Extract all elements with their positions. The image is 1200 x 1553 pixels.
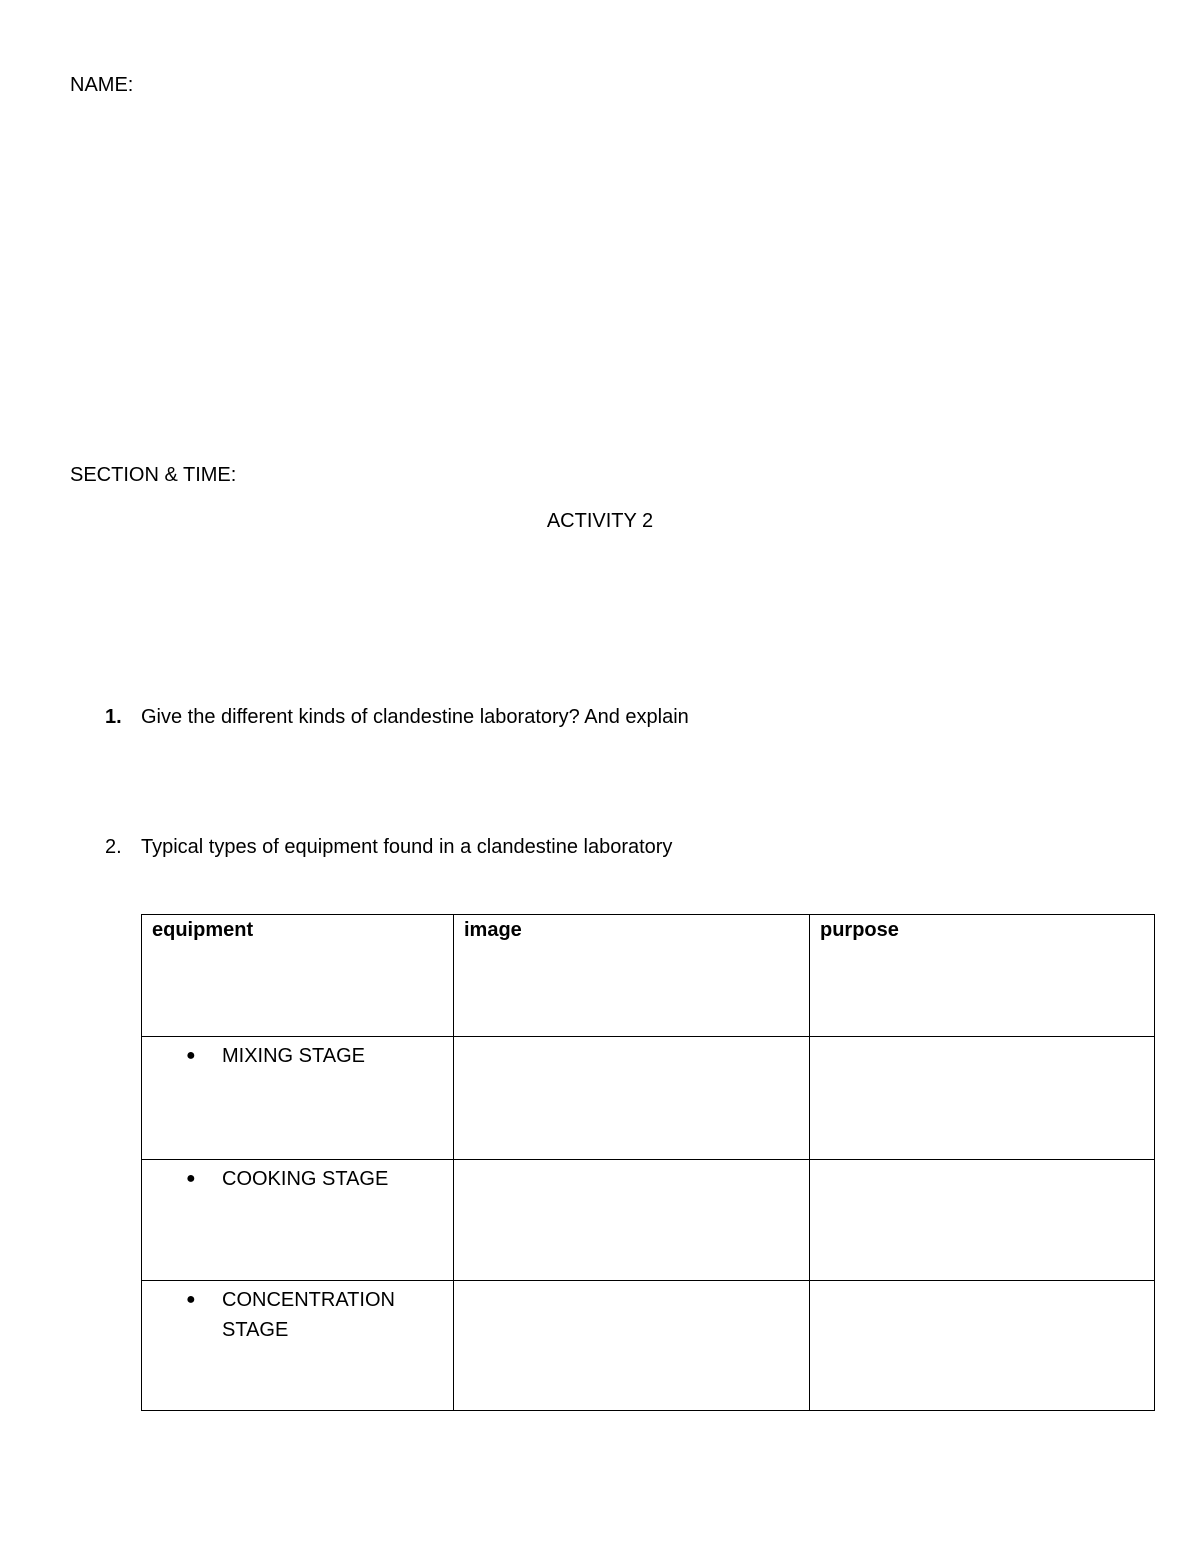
bullet-icon: ● — [186, 1291, 196, 1308]
equipment-cell[interactable] — [142, 1281, 454, 1411]
question-1-text: Give the different kinds of clandestine laboratory? And explain — [141, 706, 689, 728]
table-row — [142, 1037, 1155, 1160]
question-2-number: 2. — [105, 836, 122, 858]
image-cell[interactable] — [454, 1160, 810, 1281]
question-2 — [105, 836, 672, 859]
purpose-cell[interactable] — [810, 1037, 1155, 1160]
table-row — [142, 1160, 1155, 1281]
question-1-number: 1. — [105, 706, 122, 728]
table-row — [142, 1281, 1155, 1411]
image-cell[interactable] — [454, 1281, 810, 1411]
section-time-label: SECTION & TIME: — [70, 464, 237, 486]
bullet-icon: ● — [186, 1170, 196, 1187]
purpose-cell[interactable] — [810, 1160, 1155, 1281]
stage-label: COOKING STAGE — [222, 1168, 389, 1190]
bullet-icon: ● — [186, 1047, 196, 1064]
image-cell[interactable] — [454, 1037, 810, 1160]
equipment-cell[interactable] — [142, 1037, 454, 1160]
equipment-cell[interactable] — [142, 1160, 454, 1281]
table-header-row — [142, 915, 1155, 1037]
purpose-cell[interactable] — [810, 1281, 1155, 1411]
stage-label: CONCENTRATION STAGE — [222, 1289, 395, 1341]
question-1 — [105, 706, 689, 729]
stage-label: MIXING STAGE — [222, 1045, 365, 1067]
question-2-text: Typical types of equipment found in a clandestine laboratory — [141, 836, 673, 858]
activity-title: ACTIVITY 2 — [546, 510, 654, 532]
header-image: image — [454, 915, 810, 1037]
name-label: NAME: — [70, 74, 134, 96]
equipment-table — [141, 914, 1155, 1411]
header-purpose: purpose — [810, 915, 1155, 1037]
header-equipment: equipment — [142, 915, 454, 1037]
